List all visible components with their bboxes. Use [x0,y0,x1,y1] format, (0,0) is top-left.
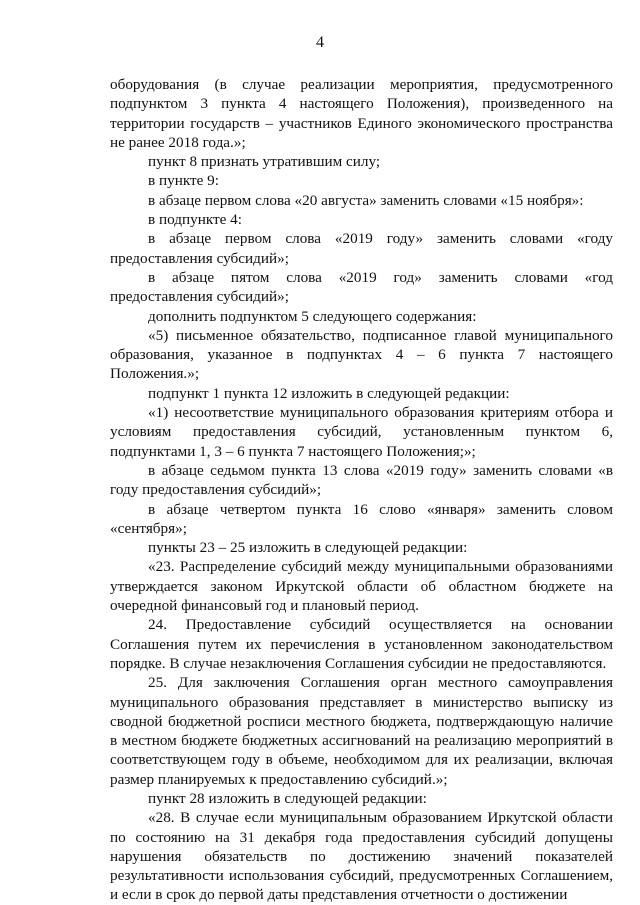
paragraph: дополнить подпунктом 5 следующего содержания: [148,307,477,325]
paragraph: в абзаце седьмом пункта 13 слова «2019 году» заменить словами «в году предоставления субсидий»; [110,461,613,499]
paragraph: «28. В случае если муниципальным образованием Иркутской области по состоянию на 31 декабря года предоставления субсидий допущены нарушения обязательств по достижению значений показателей результативности использования субсидий, предусмотренных Соглашением, и если в срок до первой даты представления отчетности о достижении [110,809,613,904]
document-body [110,75,613,905]
paragraph: в абзаце первом слова «20 августа» заменить словами «15 ноября»: [148,191,584,209]
paragraph: в пункте 9: [148,172,219,190]
paragraph: 25. Для заключения Соглашения орган местного самоуправления муниципального образования представляет в министерство выписку из сводной бюджетной росписи местного бюджета, подтверждающую наличие в местном бюджете бюджетных ассигнований на реализацию мероприятий в соответствующем году в объеме, необходимом для их реализации, включая размер планируемых к предоставлению субсидий.»; [110,674,613,788]
paragraph: в подпункте 4: [148,211,242,229]
paragraph: оборудования (в случае реализации мероприятия, предусмотренного подпунктом 3 пункта 4 настоящего Положения), произведенного на территории государств – участников Единого экономического пространства не ранее 2018 года.»; [110,76,613,151]
paragraph: «23. Распределение субсидий между муниципальными образованиями утверждается законом Иркутской области об областном бюджете на очередной финансовый год и плановый период. [110,558,613,615]
paragraph: пункт 28 изложить в следующей редакции: [148,789,427,807]
paragraph: подпункт 1 пункта 12 изложить в следующей редакции: [148,384,510,402]
page-number: 4 [316,34,324,51]
paragraph: в абзаце четвертом пункта 16 слово «января» заменить словом «сентября»; [110,500,613,537]
paragraph: «1) несоответствие муниципального образования критериям отбора и условиям предоставления субсидий, установленным пунктом 6, подпунктами 1, 3 – 6 пункта 7 настоящего Положения;»; [110,404,613,460]
paragraph: пункт 8 признать утратившим силу; [148,153,381,171]
paragraph: пункты 23 – 25 изложить в следующей редакции: [148,539,468,557]
paragraph: в абзаце пятом слова «2019 год» заменить словами «год предоставления субсидий»; [110,268,613,306]
paragraph: в абзаце первом слова «2019 году» заменить словами «году предоставления субсидий»; [110,230,613,267]
paragraph: «5) письменное обязательство, подписанное главой муниципального образования, указанное в подпунктах 4 – 6 пункта 7 настоящего Положения.»; [110,326,613,383]
paragraph: 24. Предоставление субсидий осуществляется на основании Соглашения путем их перечисления в установленном законодательством порядке. В случае незаключения Соглашения субсидии не предоставляются. [110,616,613,672]
